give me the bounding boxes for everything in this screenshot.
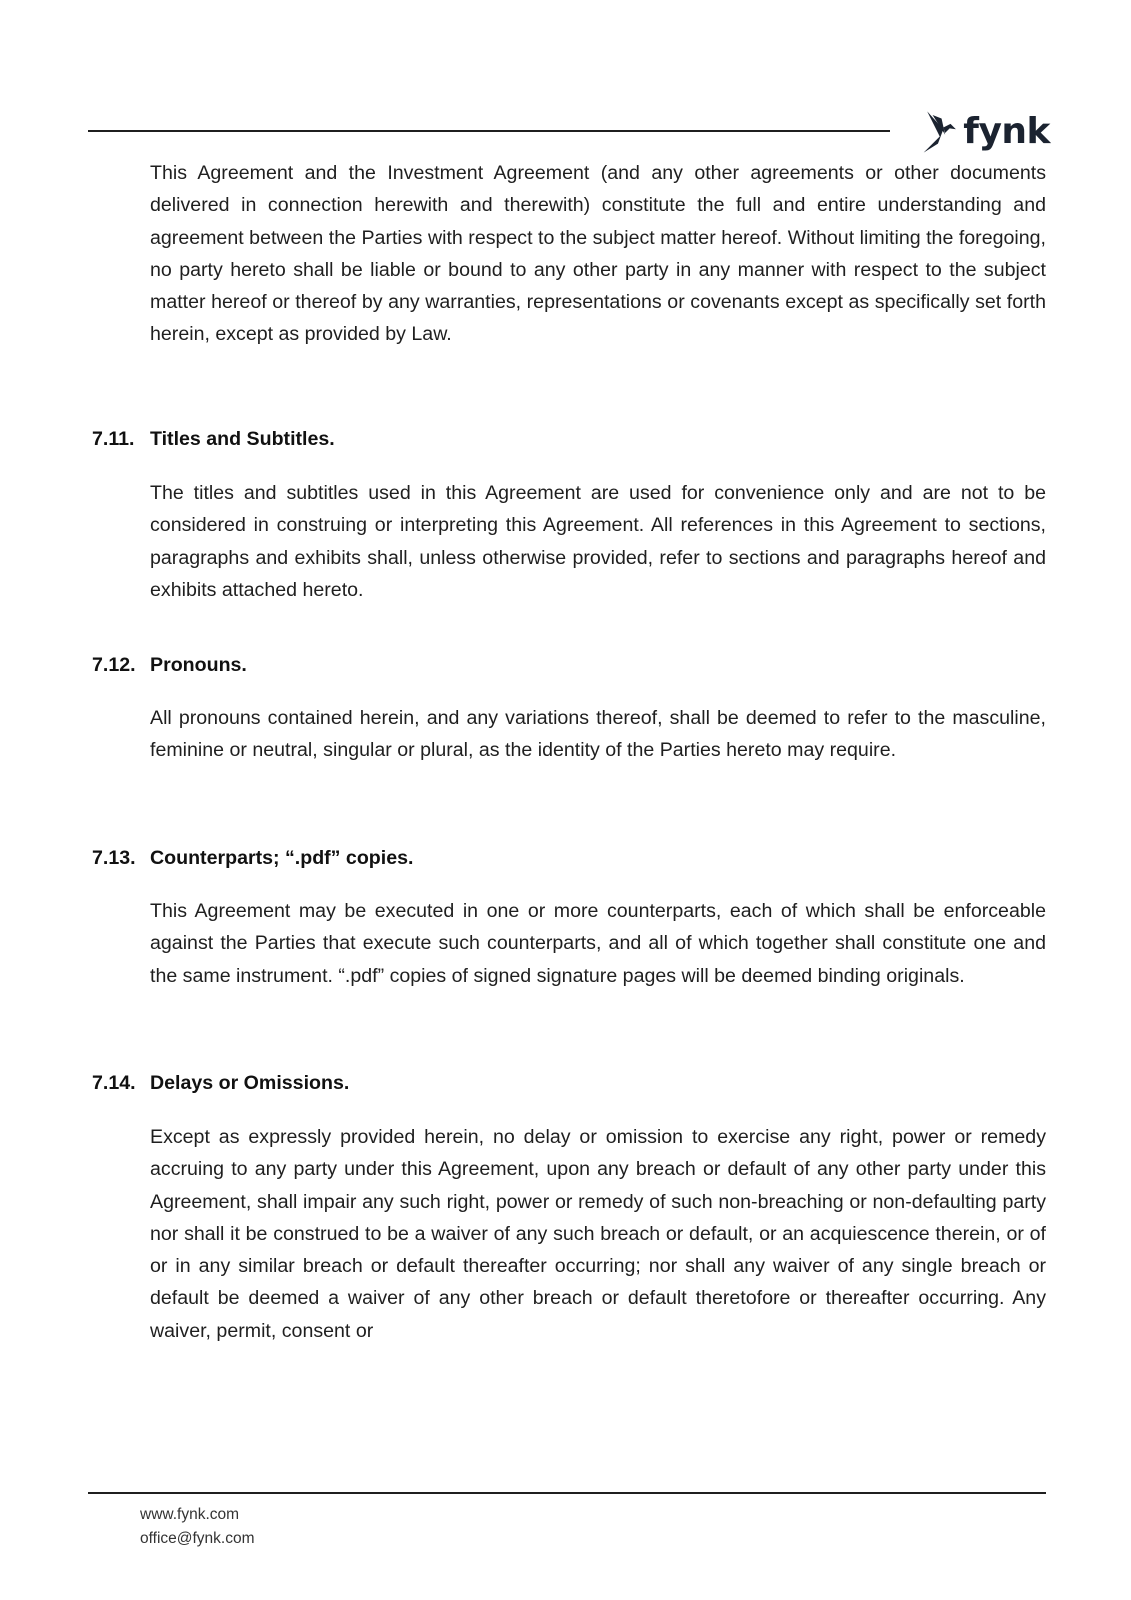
section-body-7-13: This Agreement may be executed in one or more counterparts, each of which shall be enforceable against the Parties that execute such counterparts, and all of which together shall constitute one and the same instrument. “.pdf” copies of signed signature pages will be deemed binding originals.: [150, 900, 1046, 987]
header-divider: [88, 130, 890, 132]
section-number: 7.12.: [92, 654, 136, 676]
fynk-bird-icon: [920, 107, 961, 157]
section-number: 7.14.: [92, 1072, 136, 1094]
footer-divider: [88, 1492, 1046, 1494]
section-number: 7.11.: [92, 428, 135, 450]
company-logo: [920, 104, 1050, 160]
section-title: Pronouns.: [150, 654, 247, 676]
section-title: Delays or Omissions.: [150, 1072, 350, 1094]
section-body-7-14: Except as expressly provided herein, no delay or omission to exercise any right, power or remedy accruing to any party under this Agreement, upon any breach or default of any other party under this Agreement, shall impair any such right, power or remedy of such non-breaching or non-defaulting party nor shall it be construed to be a waiver of any such breach or default, or an acquiescence therein, or of or in any similar breach or default thereafter occurring; nor shall any waiver of any single breach or default be deemed a waiver of any other breach or default theretofore or thereafter occurring. Any waiver, permit, consent or: [150, 1126, 1046, 1342]
footer-email: office@fynk.com: [140, 1530, 255, 1547]
section-title: Counterparts; “.pdf” copies.: [150, 847, 414, 869]
intro-paragraph: This Agreement and the Investment Agreement (and any other agreements or other documents delivered in connection herewith and therewith) constitute the full and entire understanding and agreement between the Parties with respect to the subject matter hereof. Without limiting the foregoing, no party hereto shall be liable or bound to any other party in any manner with respect to the subject matter hereof or thereof by any warranties, representations or covenants except as specifically set forth herein, except as provided by Law.: [150, 162, 1046, 346]
section-heading-7-11: [92, 428, 335, 451]
logo-wordmark: fynk: [963, 111, 1050, 152]
section-heading-7-13: [92, 847, 413, 870]
section-heading-7-14: [92, 1072, 349, 1095]
footer-website: www.fynk.com: [140, 1506, 240, 1523]
section-body-7-12: All pronouns contained herein, and any variations thereof, shall be deemed to refer to the masculine, feminine or neutral, singular or plural, as the identity of the Parties hereto may require.: [150, 707, 1046, 762]
section-heading-7-12: [92, 654, 247, 677]
section-title: Titles and Subtitles.: [150, 428, 335, 450]
section-body-7-11: The titles and subtitles used in this Agreement are used for convenience only and are not to be considered in construing or interpreting this Agreement. All references in this Agreement to sections, paragraphs and exhibits shall, unless otherwise provided, refer to sections and paragraphs hereof and exhibits attached hereto.: [150, 482, 1046, 601]
section-number: 7.13.: [92, 847, 136, 869]
